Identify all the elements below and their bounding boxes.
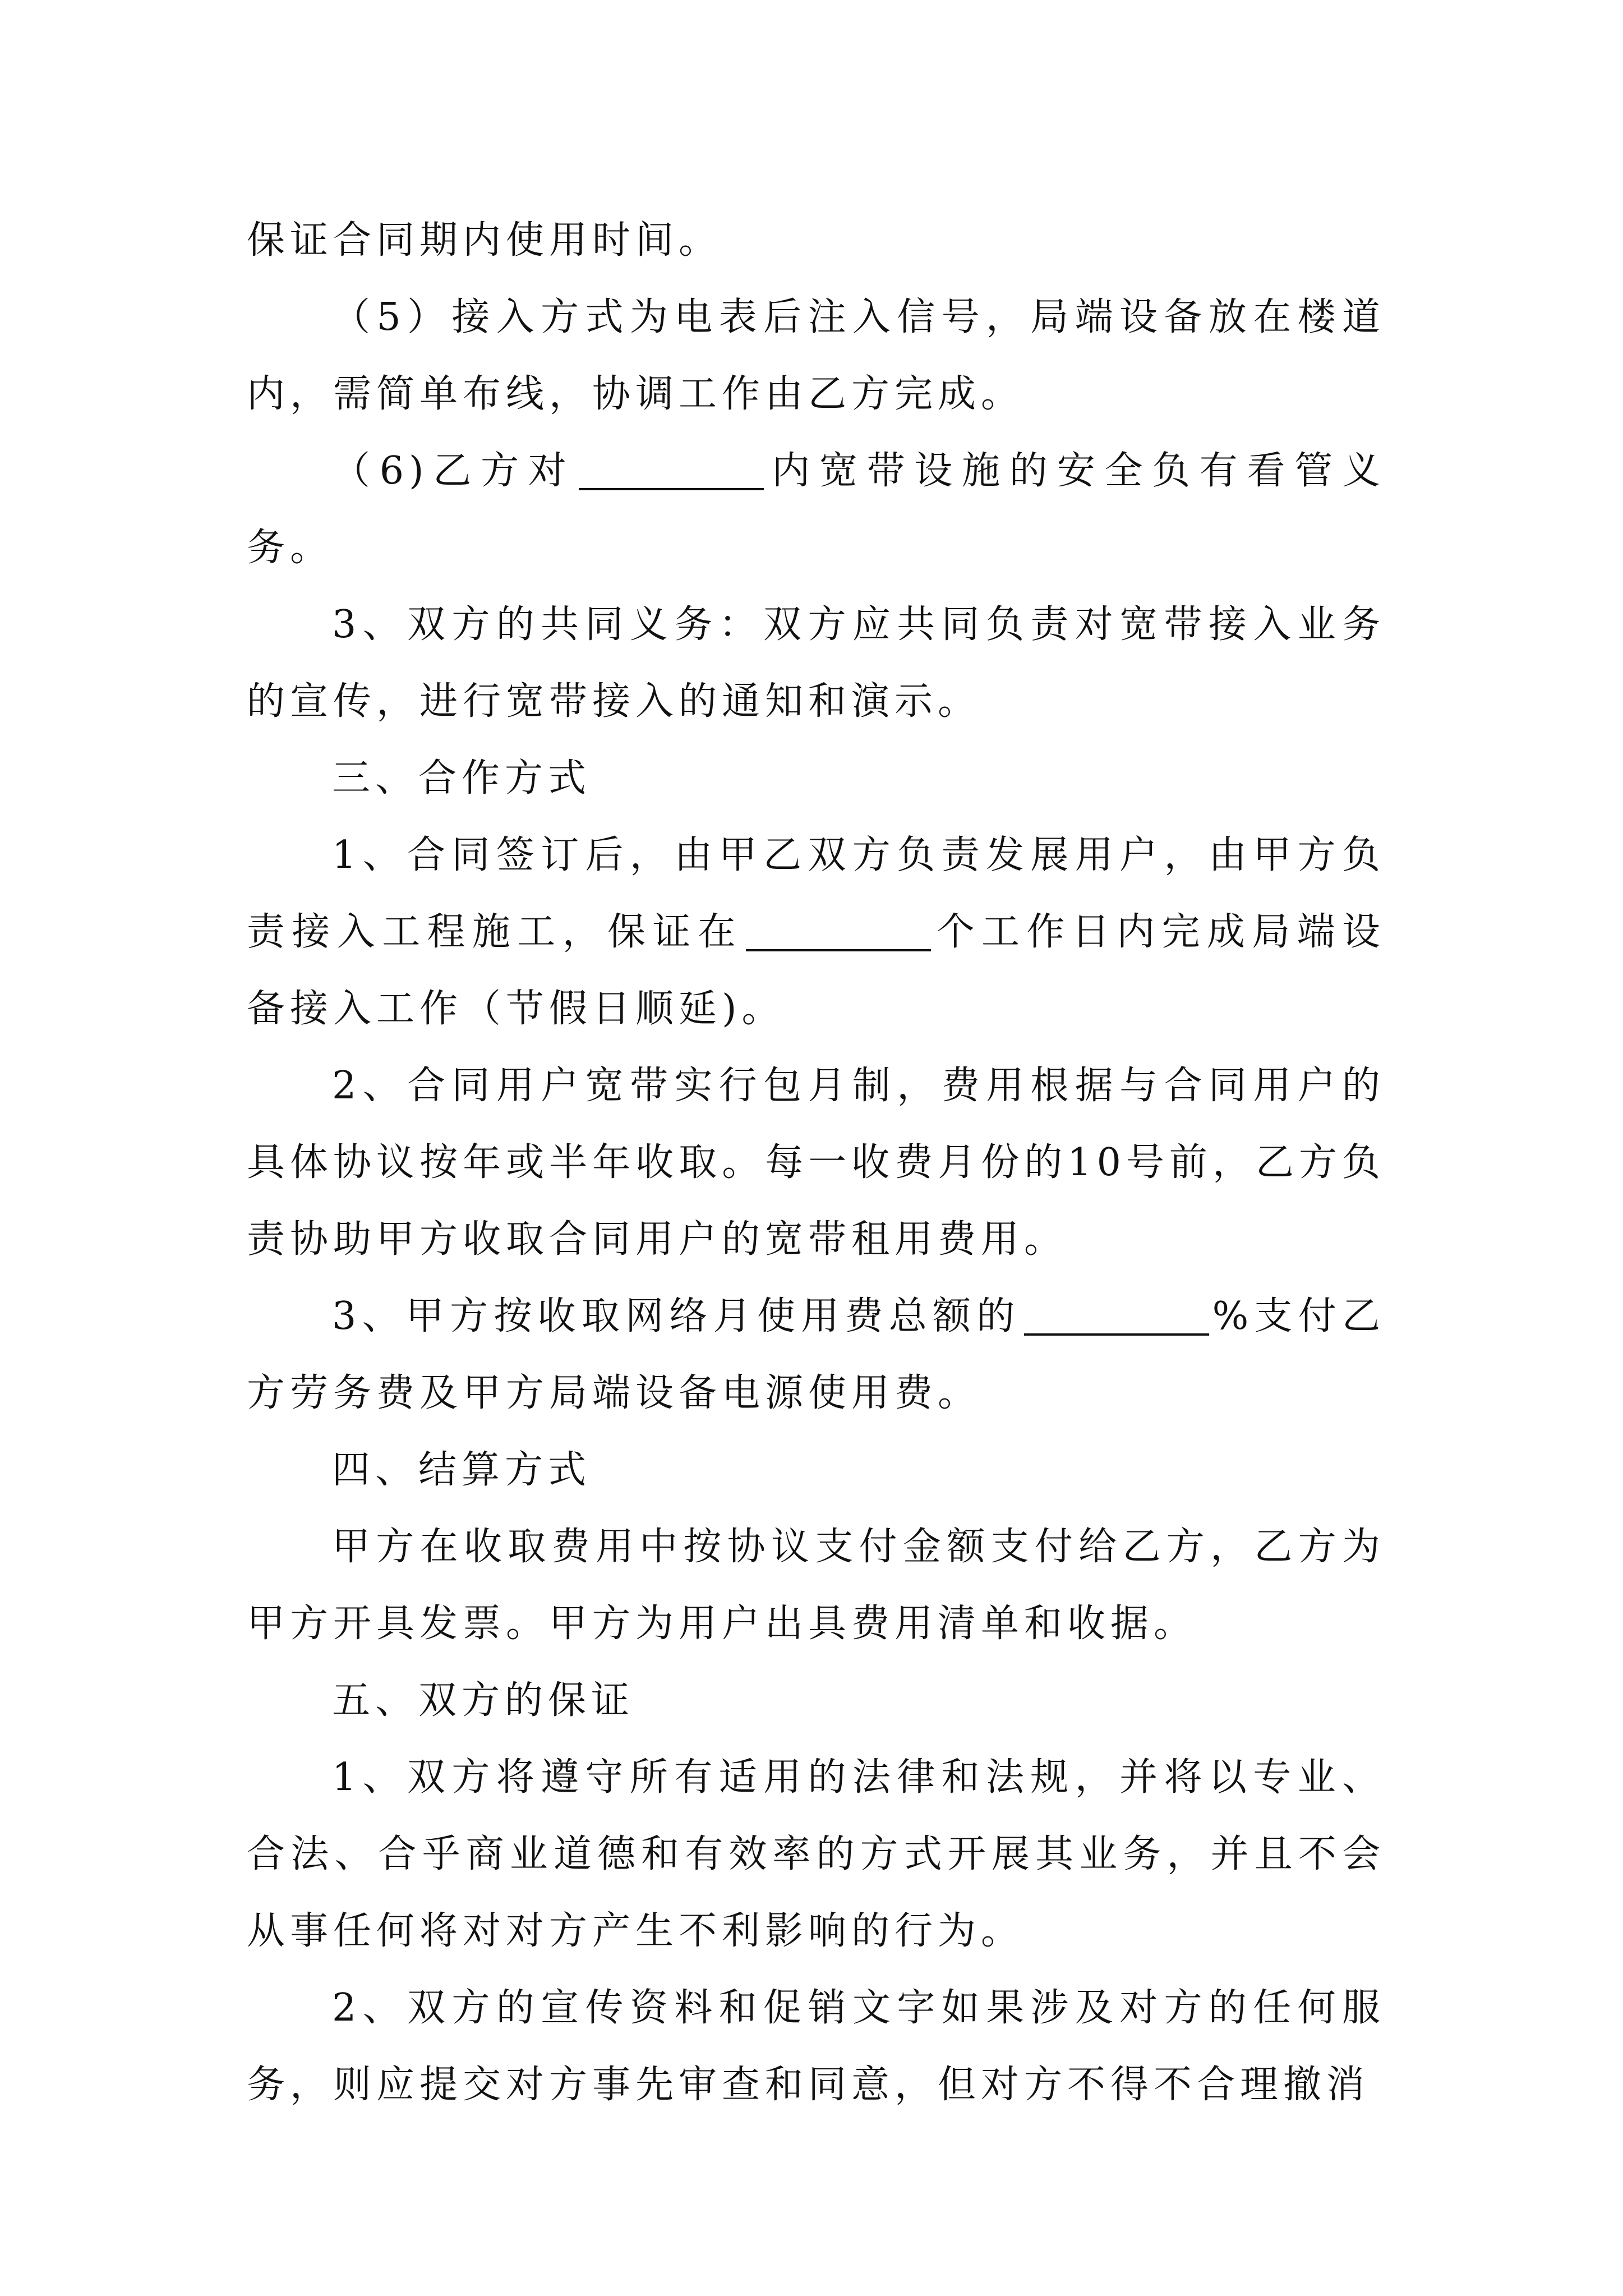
clause-text: （6)乙方对: [332, 449, 576, 493]
fill-in-blank-percentage: [1024, 1293, 1209, 1336]
section-heading-cooperation: 三、合作方式: [332, 756, 592, 800]
paragraph-usage-time: 保证合同期内使用时间。: [247, 218, 722, 263]
section-heading-guarantees: 五、双方的保证: [332, 1678, 635, 1723]
clause-text: 内宽带设施的安全负有看管义务。: [247, 449, 1385, 570]
document-page: [247, 202, 1385, 2123]
clause-text: %支付乙方劳务费及甲方局端设备电源使用费。: [247, 1294, 1385, 1415]
fill-in-blank-workdays: [746, 909, 931, 951]
paragraph-promotion-materials: 2、双方的宣传资料和促销文字如果涉及对方的任何服务，则应提交对方事先审查和同意，但对方不得不合理撤消: [247, 1986, 1385, 2107]
paragraph-monthly-billing: 2、合同用户宽带实行包月制，费用根据与合同用户的具体协议按年或半年收取。每一收费月份的10号前，乙方负责协助甲方收取合同用户的宽带租用费用。: [247, 1064, 1385, 1262]
paragraph-common-obligations: 3、双方的共同义务：双方应共同负责对宽带接入业务的宣传，进行宽带接入的通知和演示。: [247, 602, 1385, 724]
paragraph-settlement: 甲方在收取费用中按协议支付金额支付给乙方，乙方为甲方开具发票。甲方为用户出具费用清单和收据。: [247, 1525, 1385, 1646]
paragraph-fee-percentage: [247, 1278, 1385, 1432]
paragraph-access-method: （5）接入方式为电表后注入信号，局端设备放在楼道内，需简单布线，协调工作由乙方完成。: [247, 295, 1385, 416]
clause-text: 个工作日内完成局端设备接入工作（节假日顺延)。: [247, 910, 1385, 1031]
paragraph-compliance: 1、双方将遵守所有适用的法律和法规，并将以专业、合法、合乎商业道德和有效率的方式开展其业务，并且不会从事任何将对对方产生不利影响的行为。: [247, 1755, 1385, 1953]
clause-text: 3、甲方按收取网络月使用费总额的: [332, 1294, 1021, 1338]
section-heading-settlement: 四、结算方式: [332, 1448, 592, 1492]
paragraph-contract-signing: [247, 817, 1385, 1047]
paragraph-facility-custody: [247, 432, 1385, 586]
clause-text: 1、合同签订后，由甲乙双方负责发展用户，由甲方负责接入工程施工，保证在: [247, 833, 1385, 954]
fill-in-blank-area: [579, 448, 764, 490]
